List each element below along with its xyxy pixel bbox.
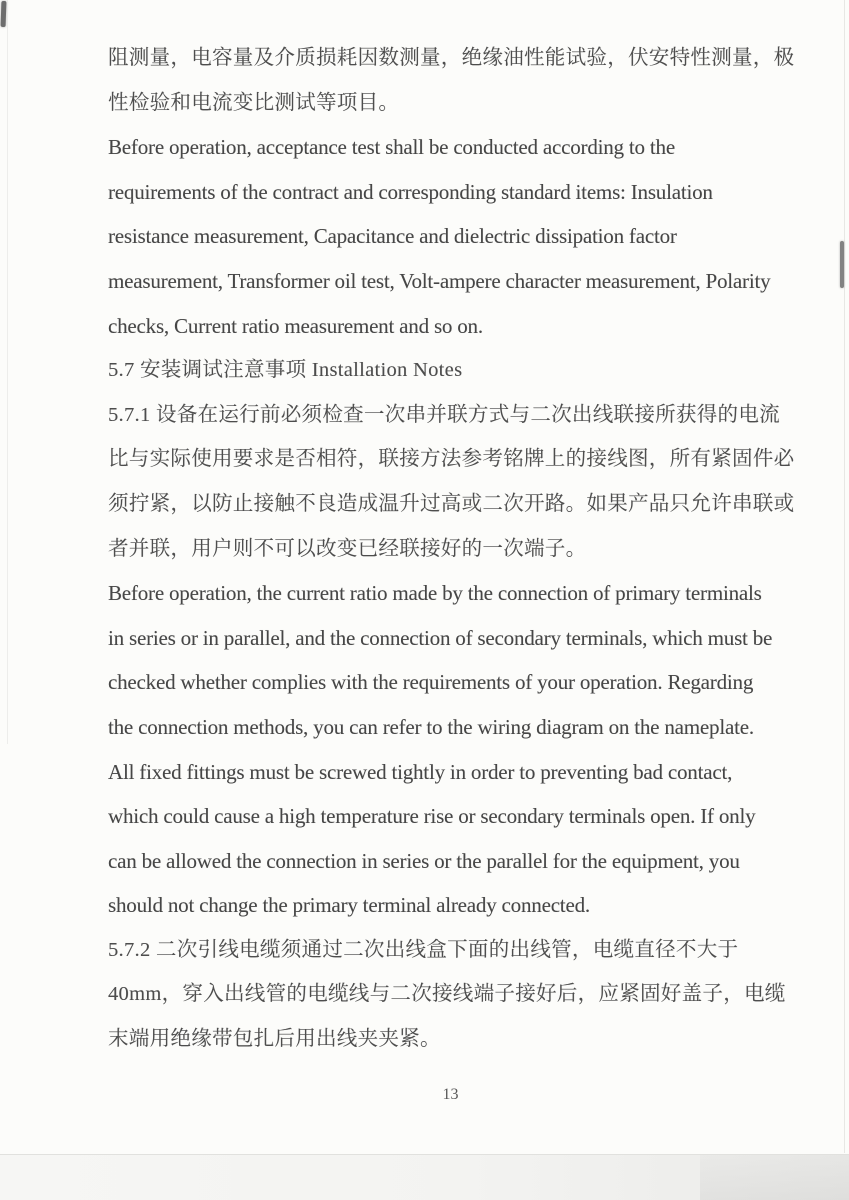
scan-edge-line-left bbox=[7, 0, 8, 744]
text-line: requirements of the contract and corresponding standard items: Insulation bbox=[108, 179, 713, 204]
scan-bottom-page-edge bbox=[0, 1154, 849, 1200]
text-line: checked whether complies with the requirements of your operation. Regarding bbox=[108, 670, 754, 695]
page-number: 13 bbox=[442, 1086, 459, 1103]
text-line: Before operation, the current ratio made by the connection of primary terminals bbox=[108, 581, 762, 606]
text-line: 5.7 安装调试注意事项 Installation Notes bbox=[108, 359, 463, 382]
text-line: checks, Current ratio measurement and so on. bbox=[108, 313, 483, 338]
scan-artifact-top-left-mark bbox=[1, 1, 7, 27]
text-line: 须拧紧，以防止接触不良造成温升过高或二次开路。如果产品只允许串联或 bbox=[108, 492, 795, 515]
text-line: 5.7.2 二次引线电缆须通过二次出线盒下面的出线管，电缆直径不大于 bbox=[108, 938, 739, 961]
text-line: 阻测量，电容量及介质损耗因数测量，绝缘油性能试验，伏安特性测量，极 bbox=[108, 47, 795, 69]
text-line: 40mm，穿入出线管的电缆线与二次接线端子接好后，应紧固好盖子，电缆 bbox=[108, 983, 786, 1006]
text-line: resistance measurement, Capacitance and dielectric dissipation factor bbox=[108, 224, 677, 249]
text-line: 者并联，用户则不可以改变已经联接好的一次端子。 bbox=[108, 537, 587, 560]
document-text-block bbox=[108, 36, 819, 1062]
text-line: can be allowed the connection in series or the parallel for the equipment, you bbox=[108, 848, 740, 873]
scan-bottom-right-shadow bbox=[700, 1155, 849, 1200]
text-line: the connection methods, you can refer to the wiring diagram on the nameplate. bbox=[108, 714, 754, 739]
text-line: which could cause a high temperature rise or secondary terminals open. If only bbox=[108, 804, 756, 829]
text-line: should not change the primary terminal already connected. bbox=[108, 893, 590, 918]
text-line: Before operation, acceptance test shall be conducted according to the bbox=[108, 135, 675, 160]
scan-artifact-right-bar bbox=[840, 241, 844, 288]
text-line: 末端用绝缘带包扎后用出线夹夹紧。 bbox=[108, 1028, 441, 1051]
scan-edge-line-right bbox=[844, 0, 845, 1153]
text-line: 比与实际使用要求是否相符，联接方法参考铭牌上的接线图，所有紧固件必 bbox=[108, 448, 795, 471]
text-line: All fixed fittings must be screwed tightly in order to preventing bad contact, bbox=[108, 759, 733, 784]
text-line: measurement, Transformer oil test, Volt-ampere character measurement, Polarity bbox=[108, 268, 771, 293]
text-line: 性检验和电流变比测试等项目。 bbox=[108, 91, 400, 114]
text-line: 5.7.1 设备在运行前必须检查一次串并联方式与二次出线联接所获得的电流 bbox=[108, 403, 780, 426]
text-line: in series or in parallel, and the connection of secondary terminals, which must be bbox=[108, 625, 773, 650]
